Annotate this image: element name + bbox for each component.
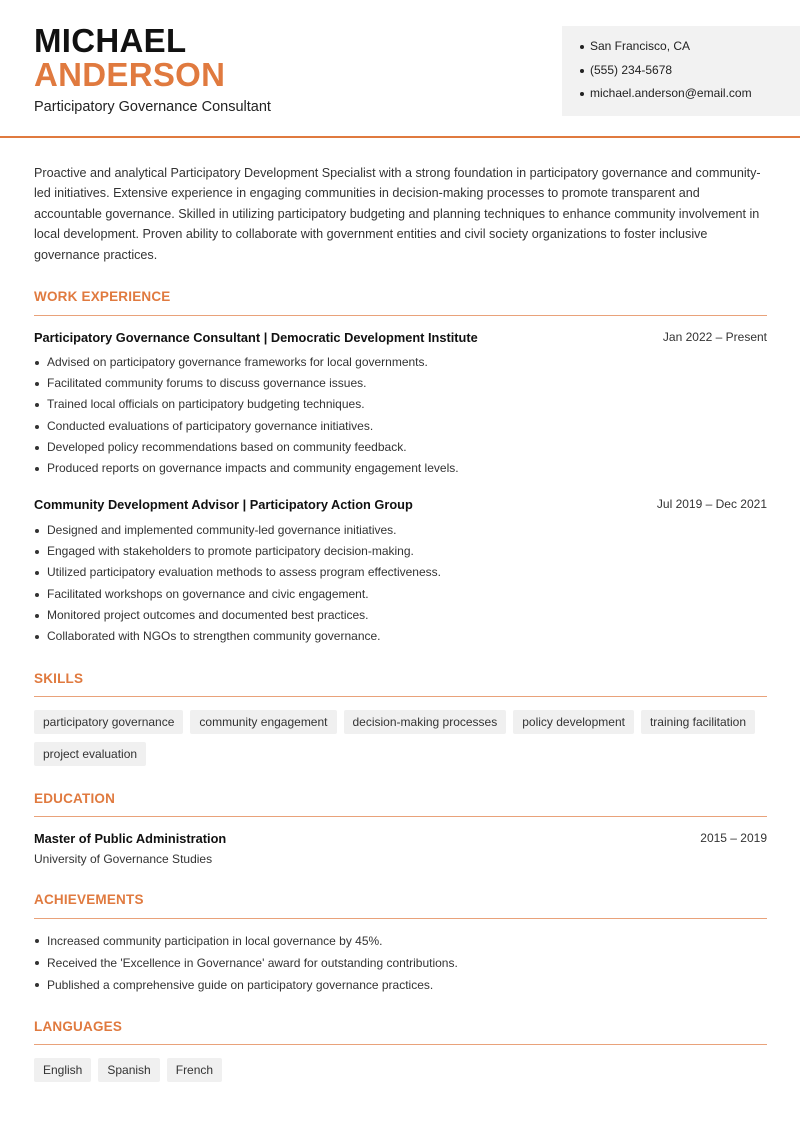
section-title-work-experience: WORK EXPERIENCE (34, 289, 171, 304)
section-title-education: EDUCATION (34, 791, 116, 806)
job-role: Participatory Governance Consultant | Democratic Development Institute (34, 330, 478, 345)
degree: Master of Public Administration (34, 831, 227, 846)
job-header (34, 497, 767, 512)
list-item: Facilitated community forums to discuss governance issues. (34, 373, 767, 394)
section-title-languages: LANGUAGES (34, 1019, 123, 1034)
language-tag: French (167, 1058, 222, 1082)
list-item: Utilized participatory evaluation methods to assess program effectiveness. (34, 562, 767, 583)
skills-list (34, 710, 774, 766)
divider (34, 315, 767, 316)
school-name: University of Governance Studies (34, 852, 213, 866)
list-item: Published a comprehensive guide on participatory governance practices. (34, 974, 767, 996)
contact-box (562, 26, 800, 116)
last-name: ANDERSON (34, 56, 226, 93)
job-header (34, 330, 767, 345)
language-tag: English (34, 1058, 91, 1082)
job-role: Community Development Advisor | Participatory Action Group (34, 497, 413, 512)
skill-tag: policy development (513, 710, 634, 734)
list-item: Trained local officials on participatory budgeting techniques. (34, 394, 767, 415)
job-bullets (34, 520, 767, 647)
list-item: Received the 'Excellence in Governance' award for outstanding contributions. (34, 952, 767, 974)
contact-phone: (555) 234-5678 (580, 62, 800, 86)
section-title-achievements: ACHIEVEMENTS (34, 892, 144, 907)
resume-header (0, 0, 800, 138)
education-header (34, 831, 767, 846)
list-item: Developed policy recommendations based on community feedback. (34, 437, 767, 458)
contact-email[interactable]: michael.anderson@email.com (580, 85, 800, 109)
list-item: Facilitated workshops on governance and civic engagement. (34, 584, 767, 605)
contact-location: San Francisco, CA (580, 38, 800, 62)
list-item: Produced reports on governance impacts and community engagement levels. (34, 458, 767, 479)
job-dates: Jan 2022 – Present (662, 330, 767, 344)
skill-tag: decision-making processes (344, 710, 507, 734)
job-title: Participatory Governance Consultant (34, 99, 271, 115)
list-item: Increased community participation in local governance by 45%. (34, 930, 767, 952)
skill-tag: participatory governance (34, 710, 183, 734)
summary: Proactive and analytical Participatory Development Specialist with a strong foundation in participatory governance and community-led initiatives. Extensive experience in engaging communities in decision-making processes to promote transparent and accountable governance. Skilled in utilizing participatory budgeting and planning techniques to enhance community involvement in local development. Proven ability to collaborate with government entities and civil society organizations to foster inclusive governance practices. (34, 166, 761, 262)
languages-list (34, 1058, 774, 1082)
skill-tag: training facilitation (641, 710, 755, 734)
list-item: Designed and implemented community-led governance initiatives. (34, 520, 767, 541)
divider (34, 696, 767, 697)
divider (34, 918, 767, 919)
language-tag: Spanish (98, 1058, 159, 1082)
job-dates: Jul 2019 – Dec 2021 (656, 497, 767, 511)
list-item: Conducted evaluations of participatory governance initiatives. (34, 416, 767, 437)
divider (34, 816, 767, 817)
list-item: Monitored project outcomes and documented best practices. (34, 605, 767, 626)
skill-tag: community engagement (190, 710, 336, 734)
first-name: MICHAEL (34, 22, 187, 59)
job-bullets (34, 352, 767, 479)
section-title-skills: SKILLS (34, 671, 84, 686)
divider (34, 1044, 767, 1045)
education-dates: 2015 – 2019 (700, 831, 767, 845)
achievements-list (34, 930, 767, 997)
skill-tag: project evaluation (34, 742, 146, 766)
list-item: Advised on participatory governance frameworks for local governments. (34, 352, 767, 373)
list-item: Collaborated with NGOs to strengthen community governance. (34, 626, 767, 647)
list-item: Engaged with stakeholders to promote participatory decision-making. (34, 541, 767, 562)
